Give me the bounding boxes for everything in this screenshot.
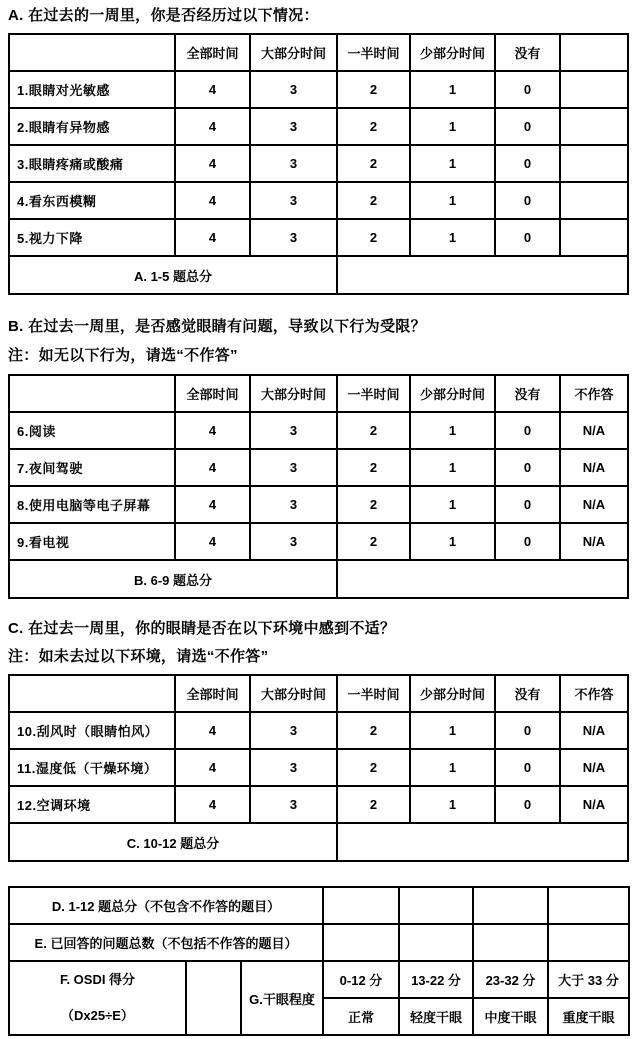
na-cell: N/A [560,749,628,786]
grade-level-cell: 轻度干眼 [399,998,473,1035]
score-cell: 0 [495,749,560,786]
score-cell: 4 [175,786,250,823]
score-cell: 2 [337,108,410,145]
header-cell: 少部分时间 [410,675,495,712]
score-cell: 3 [250,145,337,182]
score-cell: 1 [410,145,495,182]
total-label: A. 1-5 题总分 [9,256,337,294]
score-cell: 2 [337,523,410,560]
header-cell: 少部分时间 [410,375,495,412]
table-row [9,108,628,145]
table-row [9,71,628,108]
question-label: 6.阅读 [9,412,175,449]
summary-e-cell [548,924,629,961]
score-cell: 3 [250,712,337,749]
score-cell: 0 [495,182,560,219]
section-b-title: B. 在过去一周里，是否感觉眼睛有问题，导致以下行为受限？ [8,318,426,335]
section-a-title: A. 在过去的一周里，你是否经历过以下情况： [8,7,319,24]
section-c-note: 注：如未去过以下环境，请选“不作答” [8,648,269,665]
empty-cell [560,182,628,219]
header-cell: 一半时间 [337,34,410,71]
section-c-title: C. 在过去一周里，你的眼睛是否在以下环境中感到不适？ [8,620,396,637]
empty-cell [560,108,628,145]
score-cell: 1 [410,108,495,145]
score-cell: 4 [175,449,250,486]
na-cell: N/A [560,523,628,560]
summary-e-label: E. 已回答的问题总数（不包括不作答的题目） [9,924,323,961]
summary-d-cell [473,887,548,924]
total-row [9,560,628,598]
score-cell: 1 [410,523,495,560]
table-row [9,712,628,749]
score-cell: 2 [337,182,410,219]
na-cell: N/A [560,712,628,749]
score-cell: 3 [250,749,337,786]
score-cell: 0 [495,523,560,560]
score-cell: 2 [337,219,410,256]
table-row [9,219,628,256]
score-cell: 4 [175,749,250,786]
score-cell: 3 [250,486,337,523]
score-cell: 2 [337,749,410,786]
score-cell: 0 [495,786,560,823]
score-cell: 1 [410,182,495,219]
section-b-note: 注：如无以下行为，请选“不作答” [8,347,238,364]
summary-row-grade-range [9,961,629,998]
score-cell: 2 [337,786,410,823]
empty-cell [560,145,628,182]
score-cell: 0 [495,108,560,145]
score-cell: 3 [250,412,337,449]
score-cell: 1 [410,712,495,749]
table-row [9,786,628,823]
question-label: 5.视力下降 [9,219,175,256]
total-score-cell [337,823,628,861]
header-cell: 不作答 [560,375,628,412]
empty-cell [560,219,628,256]
score-cell: 2 [337,412,410,449]
total-row [9,256,628,294]
score-cell: 4 [175,712,250,749]
section-b-table [8,374,629,599]
grade-range-cell: 0-12 分 [323,961,399,998]
score-cell: 0 [495,412,560,449]
score-cell: 3 [250,523,337,560]
total-label: C. 10-12 题总分 [9,823,337,861]
grade-level-cell: 重度干眼 [548,998,629,1035]
score-cell: 4 [175,523,250,560]
summary-table [8,886,630,1036]
na-cell: N/A [560,449,628,486]
score-cell: 2 [337,712,410,749]
table-row [9,145,628,182]
score-cell: 4 [175,145,250,182]
na-cell: N/A [560,486,628,523]
grade-range-cell: 大于 33 分 [548,961,629,998]
header-cell: 不作答 [560,675,628,712]
total-score-cell [337,560,628,598]
header-cell: 大部分时间 [250,34,337,71]
summary-d-cell [399,887,473,924]
grade-level-cell: 中度干眼 [473,998,548,1035]
header-cell: 全部时间 [175,375,250,412]
total-row [9,823,628,861]
score-cell: 3 [250,182,337,219]
empty-cell [560,71,628,108]
summary-d-label: D. 1-12 题总分（不包含不作答的题目） [9,887,323,924]
grade-level-cell: 正常 [323,998,399,1035]
score-cell: 2 [337,486,410,523]
score-cell: 3 [250,71,337,108]
header-row [9,34,628,71]
score-cell: 0 [495,449,560,486]
section-a-table [8,33,629,295]
question-label: 3.眼睛疼痛或酸痛 [9,145,175,182]
header-cell: 少部分时间 [410,34,495,71]
question-label: 12.空调环境 [9,786,175,823]
question-label: 9.看电视 [9,523,175,560]
score-cell: 1 [410,786,495,823]
question-label: 11.湿度低（干燥环境） [9,749,175,786]
score-cell: 4 [175,71,250,108]
summary-d-cell [323,887,399,924]
header-row [9,375,628,412]
osdi-score-label [9,961,186,1035]
grade-range-cell: 13-22 分 [399,961,473,998]
score-cell: 1 [410,412,495,449]
section-c-table [8,674,629,862]
summary-row-e [9,924,629,961]
summary-e-cell [399,924,473,961]
score-cell: 1 [410,749,495,786]
score-cell: 1 [410,486,495,523]
score-cell: 3 [250,219,337,256]
score-cell: 0 [495,71,560,108]
score-cell: 0 [495,219,560,256]
score-cell: 0 [495,712,560,749]
header-cell: 一半时间 [337,375,410,412]
score-cell: 4 [175,108,250,145]
score-cell: 3 [250,108,337,145]
grade-label: G.干眼程度 [241,961,323,1035]
header-cell [9,34,175,71]
question-label: 2.眼睛有异物感 [9,108,175,145]
grade-range-cell: 23-32 分 [473,961,548,998]
osdi-formula: （Dx25÷E） [61,1008,134,1023]
summary-e-cell [473,924,548,961]
summary-e-cell [323,924,399,961]
summary-row-d [9,887,629,924]
table-row [9,749,628,786]
question-label: 4.看东西模糊 [9,182,175,219]
header-cell [560,34,628,71]
total-score-cell [337,256,628,294]
score-cell: 4 [175,219,250,256]
header-cell: 一半时间 [337,675,410,712]
score-cell: 0 [495,145,560,182]
table-row [9,182,628,219]
osdi-score-label-line1: F. OSDI 得分 [59,972,136,987]
score-cell: 2 [337,71,410,108]
score-cell: 1 [410,71,495,108]
header-cell: 大部分时间 [250,675,337,712]
score-cell: 2 [337,449,410,486]
score-cell: 0 [495,486,560,523]
table-row [9,523,628,560]
score-cell: 3 [250,449,337,486]
score-cell: 4 [175,486,250,523]
header-cell: 没有 [495,375,560,412]
header-cell: 大部分时间 [250,375,337,412]
header-cell: 全部时间 [175,675,250,712]
score-cell: 4 [175,182,250,219]
table-row [9,412,628,449]
score-cell: 2 [337,145,410,182]
header-cell: 全部时间 [175,34,250,71]
header-cell: 没有 [495,675,560,712]
na-cell: N/A [560,412,628,449]
score-cell: 3 [250,786,337,823]
score-cell: 1 [410,449,495,486]
header-cell [9,375,175,412]
osdi-score-cell [186,961,241,1035]
question-label: 8.使用电脑等电子屏幕 [9,486,175,523]
header-cell [9,675,175,712]
table-row [9,486,628,523]
na-cell: N/A [560,786,628,823]
question-label: 10.刮风时（眼睛怕风） [9,712,175,749]
table-row [9,449,628,486]
header-row [9,675,628,712]
score-cell: 1 [410,219,495,256]
header-cell: 没有 [495,34,560,71]
summary-d-cell [548,887,629,924]
question-label: 1.眼睛对光敏感 [9,71,175,108]
total-label: B. 6-9 题总分 [9,560,337,598]
score-cell: 4 [175,412,250,449]
question-label: 7.夜间驾驶 [9,449,175,486]
